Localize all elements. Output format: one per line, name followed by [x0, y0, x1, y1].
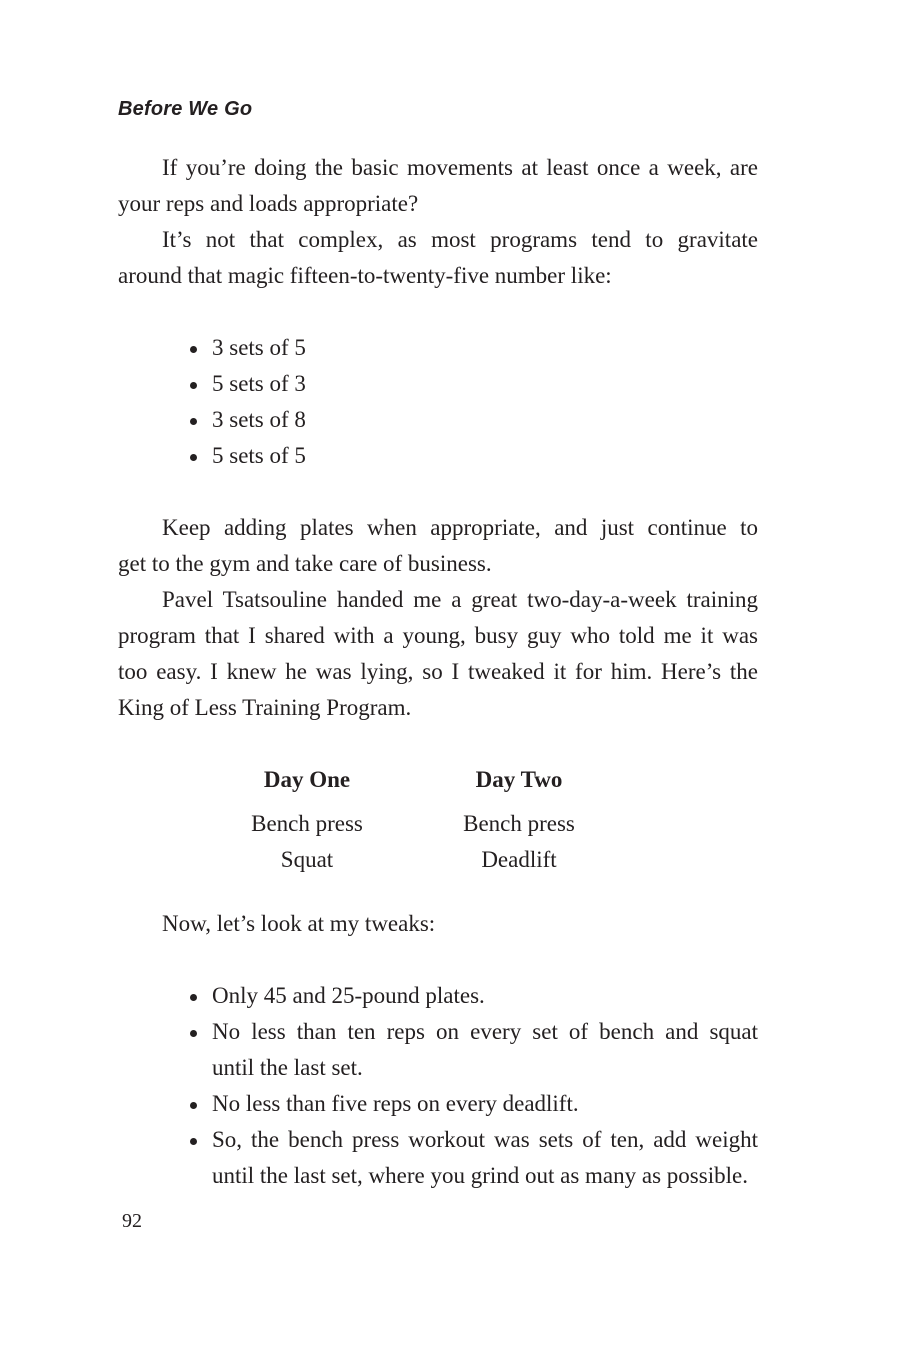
table-cell: Deadlift	[481, 847, 557, 872]
list-item	[118, 978, 758, 1014]
text-line: until the last set.	[212, 1055, 363, 1080]
table-cell: Bench press	[463, 811, 575, 836]
text-line: your reps and loads appropriate?	[118, 191, 419, 216]
text-line: around that magic fifteen-to-twenty-five number like:	[118, 263, 612, 288]
program-table	[118, 762, 758, 878]
text-line: program that I shared with a young, busy guy who told me it was	[118, 623, 758, 648]
text-line: get to the gym and take care of business.	[118, 551, 492, 576]
table-cell: Bench press	[251, 811, 363, 836]
text-line: 3 sets of 8	[212, 407, 306, 432]
list-item	[118, 402, 758, 438]
bullet-icon	[190, 994, 197, 1001]
table-column-day-one	[201, 762, 413, 878]
bullet-icon	[190, 418, 197, 425]
text-line: If you’re doing the basic movements at least once a week, are	[162, 155, 758, 180]
running-header: Before We Go	[118, 98, 253, 120]
bullet-icon	[190, 454, 197, 461]
bullet-icon	[190, 1030, 197, 1037]
text-line: 3 sets of 5	[212, 335, 306, 360]
rep-scheme-list	[118, 330, 758, 474]
text-line: 5 sets of 5	[212, 443, 306, 468]
text-line: King of Less Training Program.	[118, 695, 412, 720]
table-header: Day Two	[475, 767, 563, 792]
list-item	[118, 1086, 758, 1122]
text-line: No less than ten reps on every set of bench and squat	[212, 1019, 758, 1044]
paragraph-keep-adding	[118, 510, 758, 582]
text-line: It’s not that complex, as most programs tend to gravitate	[162, 227, 758, 252]
paragraph-tweaks-intro	[118, 906, 758, 942]
paragraph-reps-question	[118, 150, 758, 222]
tweaks-list	[118, 978, 758, 1194]
list-item	[118, 1014, 758, 1086]
text-line: Keep adding plates when appropriate, and just continue to	[162, 515, 758, 540]
text-line: Only 45 and 25-pound plates.	[212, 983, 485, 1008]
text-line: too easy. I knew he was lying, so I tweaked it for him. Here’s the	[118, 659, 758, 684]
bullet-icon	[190, 1102, 197, 1109]
table-cell: Squat	[280, 847, 334, 872]
bullet-icon	[190, 346, 197, 353]
bullet-icon	[190, 382, 197, 389]
text-line: Now, let’s look at my tweaks:	[162, 911, 436, 936]
text-line: No less than five reps on every deadlift.	[212, 1091, 579, 1116]
text-line: 5 sets of 3	[212, 371, 306, 396]
page-body	[118, 150, 758, 1194]
bullet-icon	[190, 1138, 197, 1145]
page-number: 92	[122, 1210, 142, 1232]
paragraph-pavel-program	[118, 582, 758, 726]
text-line: until the last set, where you grind out as many as possible.	[212, 1163, 748, 1188]
text-line: So, the bench press workout was sets of ten, add weight	[212, 1127, 758, 1152]
text-line: Pavel Tsatsouline handed me a great two-day-a-week training	[162, 587, 758, 612]
list-item	[118, 366, 758, 402]
list-item	[118, 330, 758, 366]
paragraph-not-complex	[118, 222, 758, 294]
table-column-day-two	[413, 762, 625, 878]
table-header: Day One	[263, 767, 351, 792]
list-item	[118, 1122, 758, 1194]
list-item	[118, 438, 758, 474]
